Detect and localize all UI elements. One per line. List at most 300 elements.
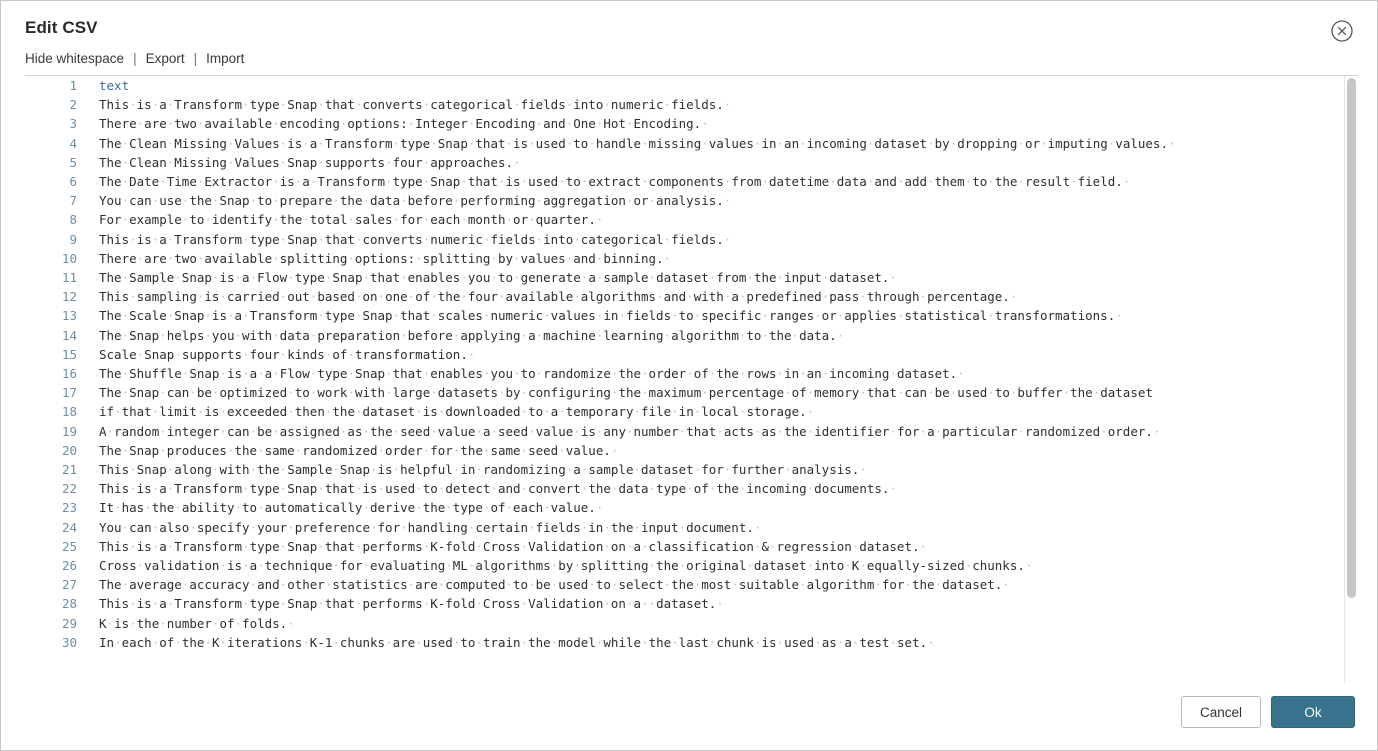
whitespace-marker: · bbox=[114, 500, 122, 516]
whitespace-marker: · bbox=[565, 462, 574, 478]
whitespace-marker: · bbox=[595, 212, 604, 228]
whitespace-marker: · bbox=[309, 366, 318, 382]
ok-button[interactable]: Ok bbox=[1271, 696, 1355, 728]
whitespace-marker: · bbox=[648, 481, 657, 497]
whitespace-marker: · bbox=[166, 135, 175, 151]
whitespace-marker: · bbox=[595, 250, 604, 266]
dialog-header bbox=[1, 1, 1377, 47]
whitespace-marker: · bbox=[279, 154, 288, 170]
whitespace-marker: · bbox=[121, 135, 130, 151]
whitespace-marker: · bbox=[543, 308, 551, 324]
whitespace-marker: · bbox=[671, 308, 679, 324]
whitespace-marker: · bbox=[467, 135, 476, 151]
whitespace-marker: · bbox=[859, 462, 867, 478]
whitespace-marker: · bbox=[1167, 135, 1176, 151]
whitespace-marker: · bbox=[550, 634, 559, 650]
line-text[interactable]: For·example·to·identify·the·total·sales·for·each·month·or·quarter.· bbox=[99, 212, 604, 228]
whitespace-marker: · bbox=[219, 423, 227, 439]
whitespace-marker: · bbox=[354, 289, 363, 305]
whitespace-marker: · bbox=[219, 404, 227, 420]
whitespace-marker: · bbox=[242, 346, 250, 362]
whitespace-marker: · bbox=[242, 538, 250, 554]
whitespace-marker: · bbox=[919, 538, 928, 554]
whitespace-marker: · bbox=[1092, 385, 1101, 401]
whitespace-marker: · bbox=[565, 135, 574, 151]
whitespace-marker: · bbox=[678, 423, 687, 439]
code-line bbox=[25, 230, 1343, 249]
whitespace-marker: · bbox=[513, 270, 521, 286]
line-text[interactable]: The·Scale·Snap·is·a·Transform·type·Snap·that·scales·numeric·values·in·fields·to·specific·ranges·or·applies·statistical·transformations.· bbox=[99, 308, 1123, 324]
code-line bbox=[25, 210, 1343, 229]
whitespace-marker: · bbox=[1009, 289, 1018, 305]
whitespace-marker: · bbox=[776, 634, 785, 650]
whitespace-marker: · bbox=[1009, 385, 1018, 401]
whitespace-marker: · bbox=[151, 404, 160, 420]
whitespace-marker: · bbox=[866, 174, 875, 190]
whitespace-marker: · bbox=[129, 462, 137, 478]
whitespace-marker: · bbox=[520, 385, 529, 401]
whitespace-marker: · bbox=[422, 231, 431, 247]
whitespace-marker: · bbox=[520, 538, 529, 554]
whitespace-marker: · bbox=[1100, 423, 1108, 439]
whitespace-marker: · bbox=[196, 404, 205, 420]
whitespace-marker: · bbox=[723, 174, 732, 190]
whitespace-marker: · bbox=[904, 577, 912, 593]
whitespace-marker: · bbox=[520, 634, 529, 650]
whitespace-marker: · bbox=[776, 270, 785, 286]
whitespace-marker: · bbox=[618, 308, 626, 324]
whitespace-marker: · bbox=[279, 596, 288, 612]
whitespace-marker: · bbox=[490, 250, 498, 266]
whitespace-marker: · bbox=[753, 634, 762, 650]
whitespace-marker: · bbox=[257, 558, 265, 574]
whitespace-marker: · bbox=[784, 462, 792, 478]
whitespace-marker: · bbox=[347, 366, 355, 382]
whitespace-marker: · bbox=[633, 519, 641, 535]
line-text[interactable]: You·can·also·specify·your·preference·for·handling·certain·fields·in·the·input·document.· bbox=[99, 519, 762, 535]
whitespace-marker: · bbox=[302, 634, 310, 650]
line-text[interactable]: The·Clean·Missing·Values·Snap·supports·four·approaches.· bbox=[99, 154, 521, 170]
whitespace-marker: · bbox=[272, 116, 280, 132]
whitespace-marker: · bbox=[460, 289, 468, 305]
line-text[interactable]: This·is·a·Transform·type·Snap·that·performs·K-fold·Cross·Validation·on·a··dataset.· bbox=[99, 596, 724, 612]
line-text[interactable]: In·each·of·the·K·iterations·K-1·chunks·are·used·to·train·the·model·while·the·last·chunk·is·used·as·a·test·set.· bbox=[99, 634, 935, 650]
whitespace-marker: · bbox=[377, 289, 386, 305]
whitespace-marker: · bbox=[565, 116, 574, 132]
whitespace-marker: · bbox=[242, 366, 250, 382]
whitespace-marker: · bbox=[595, 423, 604, 439]
code-line bbox=[25, 633, 1343, 652]
whitespace-marker: · bbox=[723, 193, 732, 209]
whitespace-marker: · bbox=[317, 135, 325, 151]
whitespace-marker: · bbox=[302, 135, 310, 151]
whitespace-marker: · bbox=[121, 366, 130, 382]
line-text[interactable]: Scale·Snap·supports·four·kinds·of·transformation.· bbox=[99, 346, 476, 362]
whitespace-marker: · bbox=[354, 538, 363, 554]
whitespace-marker: · bbox=[166, 462, 175, 478]
whitespace-marker: · bbox=[663, 327, 672, 343]
whitespace-marker: · bbox=[573, 231, 581, 247]
whitespace-marker: · bbox=[129, 615, 137, 631]
whitespace-marker: · bbox=[347, 212, 355, 228]
whitespace-marker: · bbox=[558, 442, 566, 458]
whitespace-marker: · bbox=[693, 404, 702, 420]
whitespace-marker: · bbox=[385, 634, 393, 650]
whitespace-marker: · bbox=[859, 289, 867, 305]
whitespace-marker: · bbox=[211, 462, 220, 478]
line-text[interactable]: This·sampling·is·carried·out·based·on·one·of·the·four·available·algorithms·and·with·a·predefined·pass·through·percentage.· bbox=[99, 289, 1018, 305]
whitespace-marker: · bbox=[106, 615, 115, 631]
line-number: 4 bbox=[69, 135, 77, 151]
whitespace-marker: · bbox=[610, 442, 619, 458]
whitespace-marker: · bbox=[987, 385, 995, 401]
whitespace-marker: · bbox=[708, 481, 717, 497]
cancel-button[interactable]: Cancel bbox=[1181, 696, 1261, 728]
whitespace-marker: · bbox=[723, 97, 732, 113]
code-line bbox=[25, 249, 1343, 268]
code-line bbox=[25, 153, 1343, 172]
whitespace-marker: · bbox=[392, 212, 401, 228]
whitespace-marker: · bbox=[656, 289, 664, 305]
whitespace-marker: · bbox=[625, 538, 634, 554]
line-text[interactable]: Cross·validation·is·a·technique·for·evaluating·ML·algorithms·by·splitting·the·original·dataset·into·K·equally-sized·chunks.· bbox=[99, 558, 1033, 574]
whitespace-marker: · bbox=[121, 442, 130, 458]
line-number: 23 bbox=[61, 500, 77, 516]
whitespace-marker: · bbox=[272, 366, 280, 382]
line-text[interactable]: This·is·a·Transform·type·Snap·that·is·used·to·detect·and·convert·the·data·type·of·the·incoming·documents.· bbox=[99, 481, 897, 497]
code-line bbox=[25, 306, 1343, 325]
line-text[interactable]: The·Sample·Snap·is·a·Flow·type·Snap·that·enables·you·to·generate·a·sample·dataset·from·the·input·dataset.· bbox=[99, 270, 897, 286]
whitespace-marker: · bbox=[309, 174, 318, 190]
whitespace-marker: · bbox=[362, 558, 370, 574]
whitespace-marker: · bbox=[513, 97, 521, 113]
line-text[interactable]: This·is·a·Transform·type·Snap·that·converts·categorical·fields·into·numeric·fields.· bbox=[99, 97, 732, 113]
code-line bbox=[25, 134, 1343, 153]
whitespace-marker: · bbox=[332, 634, 340, 650]
whitespace-marker: · bbox=[430, 289, 438, 305]
whitespace-marker: · bbox=[701, 385, 709, 401]
whitespace-marker: · bbox=[543, 500, 551, 516]
whitespace-marker: · bbox=[460, 212, 468, 228]
line-text[interactable]: You·can·use·the·Snap·to·prepare·the·data·before·performing·aggregation·or·analysis.· bbox=[99, 193, 732, 209]
whitespace-marker: · bbox=[422, 97, 431, 113]
whitespace-marker: · bbox=[287, 404, 295, 420]
whitespace-marker: · bbox=[422, 596, 431, 612]
whitespace-marker: · bbox=[528, 423, 536, 439]
whitespace-marker: · bbox=[121, 193, 130, 209]
whitespace-marker: · bbox=[595, 500, 604, 516]
whitespace-marker: · bbox=[836, 308, 845, 324]
whitespace-marker: · bbox=[490, 481, 498, 497]
whitespace-marker: · bbox=[354, 231, 363, 247]
whitespace-marker: · bbox=[242, 308, 250, 324]
whitespace-marker: · bbox=[392, 308, 401, 324]
whitespace-marker: · bbox=[738, 327, 747, 343]
whitespace-marker: · bbox=[279, 481, 288, 497]
whitespace-marker: · bbox=[362, 423, 371, 439]
whitespace-marker: · bbox=[106, 423, 115, 439]
hide-whitespace-button[interactable]: Hide whitespace bbox=[25, 50, 125, 66]
whitespace-marker: · bbox=[181, 366, 190, 382]
whitespace-marker: · bbox=[520, 596, 529, 612]
line-text[interactable]: It·has·the·ability·to·automatically·derive·the·type·of·each·value.· bbox=[99, 500, 604, 516]
whitespace-marker: · bbox=[159, 327, 167, 343]
whitespace-marker: · bbox=[498, 289, 506, 305]
whitespace-marker: · bbox=[309, 327, 318, 343]
code-line bbox=[25, 498, 1343, 517]
line-number: 2 bbox=[69, 97, 77, 113]
whitespace-marker: · bbox=[723, 231, 732, 247]
whitespace-marker: · bbox=[641, 174, 649, 190]
whitespace-marker: · bbox=[347, 250, 355, 266]
line-number: 27 bbox=[61, 577, 77, 593]
whitespace-marker: · bbox=[121, 327, 130, 343]
whitespace-marker: · bbox=[505, 135, 514, 151]
whitespace-marker: · bbox=[475, 462, 483, 478]
whitespace-marker: · bbox=[445, 558, 453, 574]
whitespace-marker: · bbox=[392, 135, 401, 151]
line-text[interactable]: This·Snap·along·with·the·Sample·Snap·is·helpful·in·randomizing·a·sample·dataset·for·further·analysis.· bbox=[99, 462, 867, 478]
whitespace-marker: · bbox=[1024, 558, 1033, 574]
editor-scrollbar[interactable] bbox=[1344, 76, 1359, 684]
editor-scrollbar-thumb[interactable] bbox=[1347, 78, 1356, 598]
whitespace-marker: · bbox=[400, 327, 408, 343]
line-text[interactable]: The·Date·Time·Extractor·is·a·Transform·type·Snap·that·is·used·to·extract·components·from·datetime·data·and·add·them·to·the·result·field.· bbox=[99, 174, 1131, 190]
line-text[interactable]: The·Clean·Missing·Values·is·a·Transform·type·Snap·that·is·used·to·handle·missing·values·in·an·incoming·dataset·by·dropping·or·imputing·values.· bbox=[99, 135, 1176, 151]
whitespace-marker: · bbox=[166, 308, 175, 324]
whitespace-marker: · bbox=[362, 193, 370, 209]
whitespace-marker: · bbox=[151, 596, 160, 612]
whitespace-marker: · bbox=[430, 135, 438, 151]
whitespace-marker: · bbox=[949, 385, 958, 401]
whitespace-marker: · bbox=[189, 385, 197, 401]
code-line bbox=[25, 287, 1343, 306]
line-text[interactable]: There·are·two·available·encoding·options:·Integer·Encoding·and·One·Hot·Encoding.· bbox=[99, 116, 709, 132]
whitespace-marker: · bbox=[317, 231, 325, 247]
whitespace-marker: · bbox=[151, 97, 160, 113]
whitespace-marker: · bbox=[279, 289, 288, 305]
whitespace-marker: · bbox=[249, 577, 258, 593]
whitespace-marker: · bbox=[422, 212, 431, 228]
line-number: 7 bbox=[69, 193, 77, 209]
csv-text-area[interactable] bbox=[25, 76, 1343, 684]
whitespace-marker: · bbox=[558, 404, 566, 420]
whitespace-marker: · bbox=[776, 135, 785, 151]
whitespace-marker: · bbox=[896, 174, 905, 190]
whitespace-marker: · bbox=[272, 250, 280, 266]
whitespace-marker: · bbox=[573, 558, 581, 574]
whitespace-marker: · bbox=[415, 634, 423, 650]
whitespace-marker: · bbox=[693, 308, 702, 324]
whitespace-marker: · bbox=[166, 116, 175, 132]
whitespace-marker: · bbox=[467, 116, 476, 132]
whitespace-marker: · bbox=[234, 500, 243, 516]
whitespace-marker: · bbox=[535, 327, 544, 343]
code-line bbox=[25, 268, 1343, 287]
whitespace-marker: · bbox=[121, 154, 130, 170]
whitespace-marker: · bbox=[392, 462, 401, 478]
line-text[interactable]: This·is·a·Transform·type·Snap·that·performs·K-fold·Cross·Validation·on·a·classification·&·regression·dataset.· bbox=[99, 538, 928, 554]
whitespace-marker: · bbox=[129, 231, 137, 247]
whitespace-marker: · bbox=[249, 193, 258, 209]
whitespace-marker: · bbox=[242, 481, 250, 497]
whitespace-marker: · bbox=[588, 577, 596, 593]
whitespace-marker: · bbox=[354, 596, 363, 612]
whitespace-marker: · bbox=[610, 385, 619, 401]
whitespace-marker: · bbox=[347, 346, 355, 362]
whitespace-marker: · bbox=[159, 385, 167, 401]
whitespace-marker: · bbox=[129, 289, 137, 305]
whitespace-marker: · bbox=[249, 423, 258, 439]
whitespace-marker: · bbox=[663, 231, 672, 247]
whitespace-marker: · bbox=[234, 615, 243, 631]
whitespace-marker: · bbox=[565, 250, 574, 266]
whitespace-marker: · bbox=[219, 289, 227, 305]
close-icon[interactable] bbox=[1331, 20, 1353, 42]
whitespace-marker: · bbox=[249, 519, 258, 535]
whitespace-marker: · bbox=[641, 538, 649, 554]
line-text[interactable]: This·is·a·Transform·type·Snap·that·converts·numeric·fields·into·categorical·fields.· bbox=[99, 231, 732, 247]
whitespace-marker: · bbox=[317, 481, 325, 497]
whitespace-marker: · bbox=[505, 500, 514, 516]
whitespace-marker: · bbox=[385, 154, 393, 170]
code-line bbox=[25, 172, 1343, 191]
whitespace-marker: · bbox=[565, 97, 574, 113]
whitespace-marker: · bbox=[520, 327, 529, 343]
line-text[interactable]: A·random·integer·can·be·assigned·as·the·seed·value·a·seed·value·is·any·number·that·acts·as·the·identifier·for·a·particular·randomized·order.· bbox=[99, 423, 1161, 439]
whitespace-marker: · bbox=[317, 308, 325, 324]
whitespace-marker: · bbox=[354, 97, 363, 113]
whitespace-marker: · bbox=[844, 558, 852, 574]
whitespace-marker: · bbox=[603, 538, 611, 554]
whitespace-marker: · bbox=[129, 538, 137, 554]
csv-editor[interactable] bbox=[25, 75, 1359, 684]
whitespace-marker: · bbox=[354, 308, 363, 324]
whitespace-marker: · bbox=[249, 462, 258, 478]
whitespace-marker: · bbox=[671, 634, 679, 650]
whitespace-marker: · bbox=[934, 423, 943, 439]
line-text[interactable]: The·Snap·can·be·optimized·to·work·with·large·datasets·by·configuring·the·maximum·percentage·of·memory·that·can·be·used·to·buffer·the·dataset bbox=[99, 385, 1153, 401]
whitespace-marker: · bbox=[513, 250, 521, 266]
line-number: 8 bbox=[69, 212, 77, 228]
whitespace-marker: · bbox=[151, 193, 160, 209]
whitespace-marker: · bbox=[708, 270, 717, 286]
line-number: 10 bbox=[61, 250, 77, 266]
whitespace-marker: · bbox=[219, 634, 227, 650]
whitespace-marker: · bbox=[1122, 174, 1131, 190]
whitespace-marker: · bbox=[272, 327, 280, 343]
line-number: 28 bbox=[61, 596, 77, 612]
code-line bbox=[25, 191, 1343, 210]
whitespace-marker: · bbox=[535, 231, 544, 247]
whitespace-marker: · bbox=[369, 519, 378, 535]
line-text[interactable]: text bbox=[99, 78, 130, 93]
line-text[interactable]: K·is·the·number·of·folds.· bbox=[99, 615, 295, 631]
whitespace-marker: · bbox=[927, 634, 935, 650]
line-text[interactable]: The·Snap·helps·you·with·data·preparation·before·applying·a·machine·learning·algorithm·to·the·data.· bbox=[99, 327, 845, 343]
line-text[interactable]: The·Snap·produces·the·same·randomized·order·for·the·same·seed·value.· bbox=[99, 442, 619, 458]
whitespace-marker: · bbox=[136, 558, 145, 574]
whitespace-marker: · bbox=[550, 558, 559, 574]
whitespace-marker: · bbox=[226, 154, 235, 170]
whitespace-marker: · bbox=[964, 174, 973, 190]
code-line bbox=[25, 537, 1343, 556]
whitespace-marker: · bbox=[136, 346, 145, 362]
export-button[interactable]: Export bbox=[145, 50, 185, 66]
whitespace-marker: · bbox=[151, 481, 160, 497]
whitespace-marker: · bbox=[159, 174, 167, 190]
whitespace-marker: · bbox=[317, 596, 325, 612]
whitespace-marker: · bbox=[422, 538, 431, 554]
line-text[interactable]: if·that·limit·is·exceeded·then·the·dataset·is·downloaded·to·a·temporary·file·in·local·storage.· bbox=[99, 404, 815, 420]
whitespace-marker: · bbox=[339, 116, 348, 132]
whitespace-marker: · bbox=[595, 116, 604, 132]
line-text[interactable]: The·average·accuracy·and·other·statistics·are·computed·to·be·used·to·select·the·most·suitable·algorithm·for·the·dataset.· bbox=[99, 577, 1010, 593]
whitespace-marker: · bbox=[166, 538, 175, 554]
whitespace-marker: · bbox=[701, 116, 709, 132]
whitespace-marker: · bbox=[641, 634, 649, 650]
whitespace-marker: · bbox=[663, 97, 672, 113]
line-number: 1 bbox=[69, 78, 77, 93]
line-number: 30 bbox=[61, 634, 77, 650]
whitespace-marker: · bbox=[497, 174, 506, 190]
whitespace-marker: · bbox=[362, 500, 370, 516]
toolbar-separator-1: | bbox=[133, 50, 137, 66]
whitespace-marker: · bbox=[1062, 385, 1071, 401]
whitespace-marker: · bbox=[437, 404, 446, 420]
import-button[interactable]: Import bbox=[206, 50, 245, 66]
whitespace-marker: · bbox=[550, 577, 559, 593]
whitespace-marker: · bbox=[317, 154, 325, 170]
whitespace-marker: · bbox=[513, 154, 521, 170]
whitespace-marker: · bbox=[889, 481, 897, 497]
whitespace-marker: · bbox=[633, 404, 642, 420]
whitespace-marker: · bbox=[121, 385, 130, 401]
whitespace-marker: · bbox=[859, 385, 867, 401]
whitespace-marker: · bbox=[189, 519, 197, 535]
whitespace-marker: · bbox=[121, 174, 130, 190]
whitespace-marker: · bbox=[738, 481, 747, 497]
whitespace-marker: · bbox=[957, 366, 965, 382]
whitespace-marker: · bbox=[279, 135, 288, 151]
whitespace-marker: · bbox=[814, 308, 822, 324]
whitespace-marker: · bbox=[723, 462, 732, 478]
whitespace-marker: · bbox=[257, 366, 265, 382]
whitespace-marker: · bbox=[821, 366, 830, 382]
whitespace-marker: · bbox=[746, 558, 754, 574]
whitespace-marker: · bbox=[603, 97, 611, 113]
whitespace-marker: · bbox=[272, 174, 280, 190]
line-text[interactable]: There·are·two·available·splitting·options:·splitting·by·values·and·binning.· bbox=[99, 250, 672, 266]
whitespace-marker: · bbox=[663, 577, 672, 593]
line-number: 20 bbox=[61, 442, 77, 458]
whitespace-marker: · bbox=[889, 366, 897, 382]
whitespace-marker: · bbox=[761, 174, 769, 190]
line-text[interactable]: The·Shuffle·Snap·is·a·a·Flow·type·Snap·that·enables·you·to·randomize·the·order·of·the·rows·in·an·incoming·dataset.· bbox=[99, 366, 965, 382]
code-line bbox=[25, 326, 1343, 345]
whitespace-marker: · bbox=[272, 193, 280, 209]
whitespace-marker: · bbox=[166, 481, 175, 497]
editor-toolbar bbox=[1, 47, 1377, 75]
whitespace-marker: · bbox=[159, 442, 167, 458]
whitespace-marker: · bbox=[919, 289, 928, 305]
whitespace-marker: · bbox=[294, 174, 303, 190]
whitespace-marker: · bbox=[400, 519, 408, 535]
whitespace-marker: · bbox=[114, 634, 122, 650]
whitespace-marker: · bbox=[686, 289, 694, 305]
whitespace-marker: · bbox=[686, 366, 694, 382]
whitespace-marker: · bbox=[829, 174, 837, 190]
